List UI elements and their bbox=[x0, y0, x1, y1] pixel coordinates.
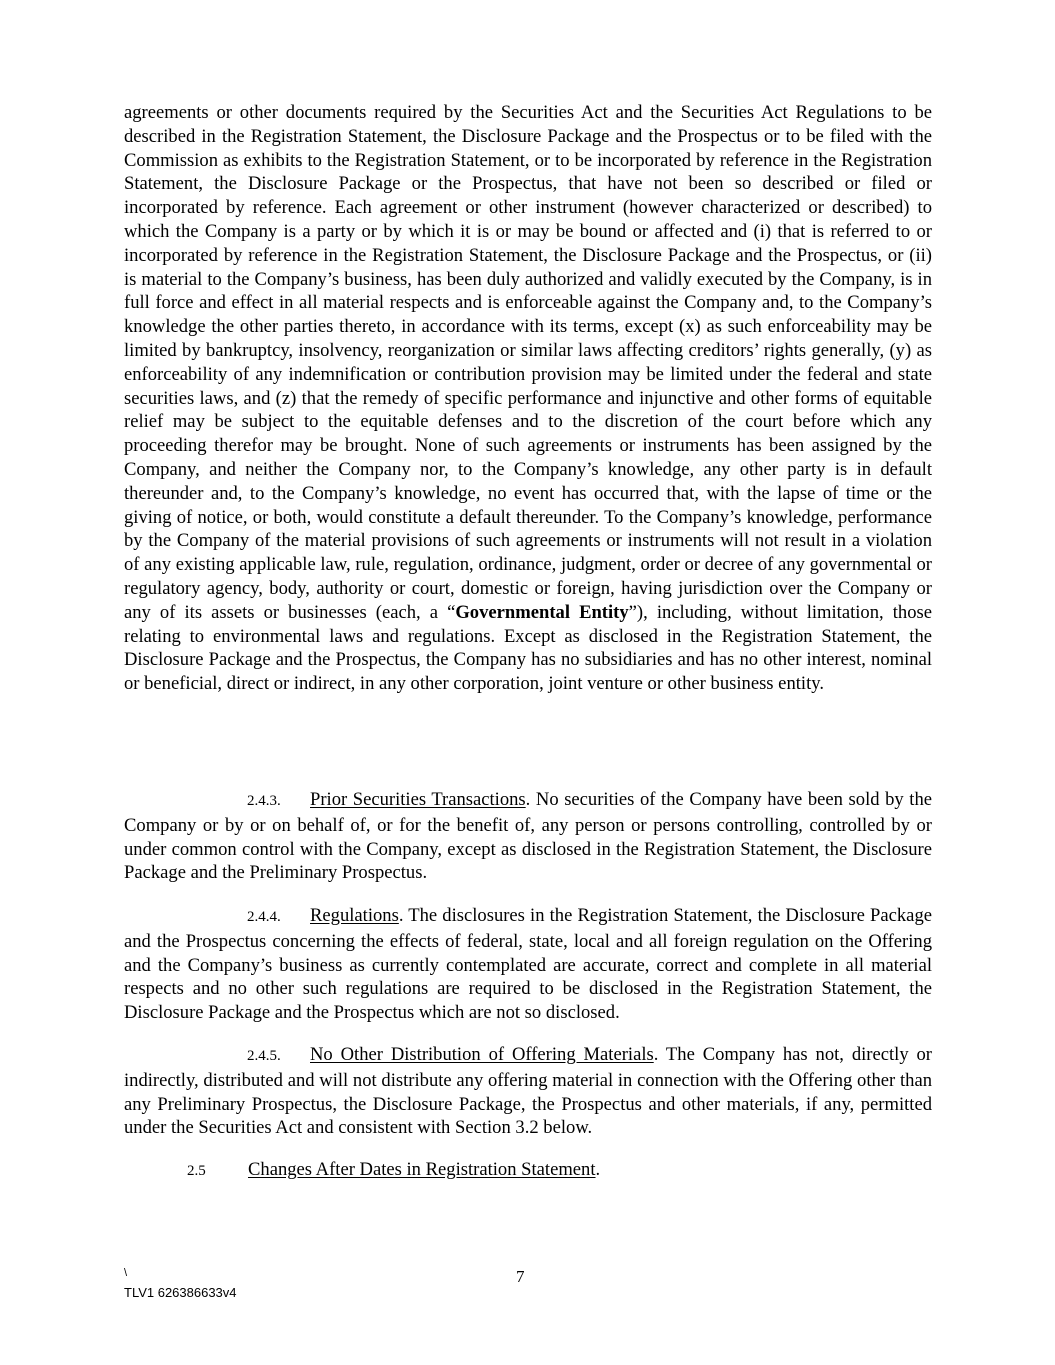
section-text: . The Company has not, directly or indirectly, distributed and will not distribute any offering material in connection with the Offering other than any Preliminary Prospectus, the Disclosure Package, the Prospectus and other materials, if any, permitted under the Securities Act and consistent with Section 3.2 below. bbox=[124, 1044, 932, 1139]
section-heading: Regulations bbox=[310, 905, 399, 926]
defined-term-governmental-entity: Governmental Entity bbox=[455, 601, 629, 623]
section-number: 2.4.5. bbox=[247, 1048, 281, 1064]
paragraph-continuation bbox=[124, 101, 932, 696]
section-text: . bbox=[595, 1159, 601, 1180]
section-2-4-4 bbox=[124, 904, 932, 1025]
section-text: . The disclosures in the Registration Statement, the Disclosure Package and the Prospectus concerning the effects of federal, state, local and all foreign regulation on the Offering and the Company’s business as currently contemplated are accurate, correct and complete in all material respects and no other such regulations are required to be disclosed in the Registration Statement, the Disclosure Package and the Prospectus which are not so disclosed. bbox=[124, 905, 932, 1024]
page-number: 7 bbox=[516, 1267, 525, 1286]
section-2-4-5 bbox=[124, 1043, 932, 1140]
paragraph-text-after: ”), including, without limitation, those relating to environmental laws and regulations. Except as disclosed in the Registration Statement, the Disclosure Package and the Prospectus, the Company has no subsidiaries and has no other interest, nominal or beneficial, direct or indirect, in any other corporation, joint venture or other business entity. bbox=[124, 601, 932, 695]
section-text: . No securities of the Company have been sold by the Company or by or on behalf of, or for the benefit of, any person or persons controlling, controlled by or under common control with the Company, except as disclosed in the Registration Statement, the Disclosure Package and the Preliminary Prospectus. bbox=[124, 789, 932, 884]
footer-backslash: \ bbox=[124, 1267, 128, 1279]
section-2-5 bbox=[187, 1158, 600, 1184]
document-id: TLV1 626386633v4 bbox=[124, 1285, 237, 1300]
section-2-4-3 bbox=[124, 788, 932, 885]
section-heading: Prior Securities Transactions bbox=[310, 789, 526, 810]
section-heading: No Other Distribution of Offering Materials bbox=[310, 1044, 654, 1065]
section-number: 2.4.4. bbox=[247, 909, 281, 925]
section-number: 2.5 bbox=[187, 1163, 206, 1179]
paragraph-text-before: agreements or other documents required by the Securities Act and the Securities Act Regulations to be described in the Registration Statement, the Disclosure Package and the Prospectus or to be filed with the Commission as exhibits to the Registration Statement, or to be incorporated by reference in the Registration Statement, the Disclosure Package or the Prospectus, that have not been so described or filed or incorporated by reference. Each agreement or other instrument (however characterized or described) to which the Company is a party or by which it is or may be bound or affected and (i) that is referred to or incorporated by reference in the Registration Statement, the Disclosure Package and the Prospectus, or (ii) is material to the Company’s business, has been duly authorized and validly executed by the Company, is in full force and effect in all material respects and is enforceable against the Company and, to the Company’s knowledge the other parties thereto, in accordance with its terms, except (x) as such enforceability may be limited by bankruptcy, insolvency, reorganization or similar laws affecting creditors’ rights generally, (y) as enforceability of any indemnification or contribution provision may be limited under the federal and state securities laws, and (z) that the remedy of specific performance and injunctive and other forms of equitable relief may be subject to the equitable defenses and to the discretion of the court before which any proceeding therefor may be brought. None of such agreements or instruments has been assigned by the Company, and neither the Company nor, to the Company’s knowledge, any other party is in default thereunder and, to the Company’s knowledge, no event has occurred that, with the lapse of time or the giving of notice, or both, would constitute a default thereunder. To the Company’s knowledge, performance by the Company of the material provisions of such agreements or instruments will not result in a violation of any existing applicable law, rule, regulation, ordinance, judgment, order or decree of any governmental or regulatory agency, body, authority or court, domestic or foreign, having jurisdiction over the Company or any of its assets or businesses (each, a “ bbox=[124, 102, 932, 623]
section-heading: Changes After Dates in Registration Statement bbox=[248, 1159, 596, 1180]
section-number: 2.4.3. bbox=[247, 793, 281, 809]
